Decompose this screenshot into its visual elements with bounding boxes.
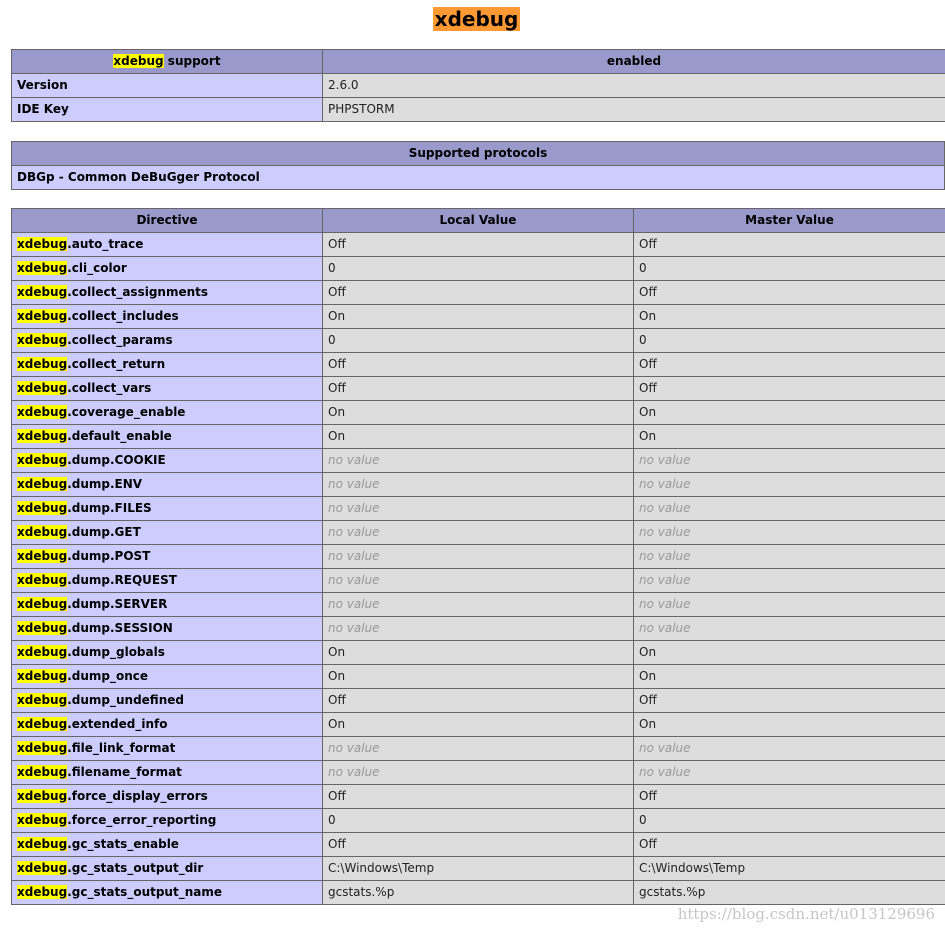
no-value-text: no value bbox=[639, 621, 691, 635]
directive-prefix: xdebug bbox=[17, 429, 68, 443]
local-value bbox=[323, 545, 634, 569]
master-value: On bbox=[634, 425, 945, 449]
local-value bbox=[323, 593, 634, 617]
directive-name bbox=[12, 713, 323, 737]
support-row-ide-key bbox=[12, 98, 945, 122]
directive-suffix: .dump.GET bbox=[67, 525, 141, 539]
directive-name bbox=[12, 857, 323, 881]
local-value: 0 bbox=[323, 329, 634, 353]
local-value: On bbox=[323, 305, 634, 329]
table-row bbox=[12, 521, 945, 545]
directive-name bbox=[12, 809, 323, 833]
master-value: Off bbox=[634, 689, 945, 713]
table-row bbox=[12, 641, 945, 665]
directive-prefix: xdebug bbox=[17, 453, 68, 467]
directive-suffix: .gc_stats_enable bbox=[67, 837, 179, 851]
master-value bbox=[634, 521, 945, 545]
directive-suffix: .file_link_format bbox=[67, 741, 176, 755]
directive-column-header: Directive bbox=[12, 209, 323, 233]
directive-suffix: .collect_vars bbox=[67, 381, 152, 395]
master-value: Off bbox=[634, 833, 945, 857]
master-value bbox=[634, 737, 945, 761]
local-value: 0 bbox=[323, 809, 634, 833]
directive-name bbox=[12, 737, 323, 761]
local-value: Off bbox=[323, 353, 634, 377]
local-value bbox=[323, 737, 634, 761]
local-value: On bbox=[323, 641, 634, 665]
directive-suffix: .collect_assignments bbox=[67, 285, 209, 299]
version-value: 2.6.0 bbox=[323, 74, 945, 98]
local-value bbox=[323, 761, 634, 785]
support-header-row bbox=[12, 50, 945, 74]
master-value bbox=[634, 593, 945, 617]
directive-prefix: xdebug bbox=[17, 501, 68, 515]
master-value bbox=[634, 761, 945, 785]
page-title-text: xdebug bbox=[434, 7, 519, 31]
support-header-prefix: xdebug bbox=[113, 54, 164, 68]
directive-name bbox=[12, 281, 323, 305]
directive-name bbox=[12, 257, 323, 281]
no-value-text: no value bbox=[639, 741, 691, 755]
directive-prefix: xdebug bbox=[17, 405, 68, 419]
directive-name bbox=[12, 233, 323, 257]
directive-prefix: xdebug bbox=[17, 261, 68, 275]
directive-prefix: xdebug bbox=[17, 597, 68, 611]
table-row bbox=[12, 593, 945, 617]
directive-name bbox=[12, 881, 323, 905]
directive-suffix: .collect_includes bbox=[67, 309, 179, 323]
directive-suffix: .auto_trace bbox=[67, 237, 144, 251]
page-title bbox=[0, 5, 945, 33]
local-value: On bbox=[323, 425, 634, 449]
directive-name bbox=[12, 305, 323, 329]
local-value: Off bbox=[323, 377, 634, 401]
master-value bbox=[634, 449, 945, 473]
local-value bbox=[323, 473, 634, 497]
no-value-text: no value bbox=[328, 549, 380, 563]
directive-name bbox=[12, 497, 323, 521]
directive-prefix: xdebug bbox=[17, 357, 68, 371]
local-value: gcstats.%p bbox=[323, 881, 634, 905]
local-value: On bbox=[323, 665, 634, 689]
no-value-text: no value bbox=[328, 525, 380, 539]
directive-name bbox=[12, 377, 323, 401]
directive-suffix: .coverage_enable bbox=[67, 405, 186, 419]
table-row bbox=[12, 665, 945, 689]
no-value-text: no value bbox=[639, 477, 691, 491]
table-row bbox=[12, 497, 945, 521]
local-value: 0 bbox=[323, 257, 634, 281]
directive-prefix: xdebug bbox=[17, 525, 68, 539]
table-row bbox=[12, 689, 945, 713]
watermark: https://blog.csdn.net/u013129696 bbox=[677, 905, 935, 923]
master-value bbox=[634, 617, 945, 641]
directive-prefix: xdebug bbox=[17, 573, 68, 587]
directive-name bbox=[12, 785, 323, 809]
table-row bbox=[12, 881, 945, 905]
master-value bbox=[634, 473, 945, 497]
directive-prefix: xdebug bbox=[17, 885, 68, 899]
directive-suffix: .default_enable bbox=[67, 429, 172, 443]
directive-prefix: xdebug bbox=[17, 381, 68, 395]
master-value bbox=[634, 497, 945, 521]
support-header-suffix: support bbox=[163, 54, 221, 68]
master-value: 0 bbox=[634, 257, 945, 281]
ide-key-value: PHPSTORM bbox=[323, 98, 945, 122]
master-value: Off bbox=[634, 281, 945, 305]
protocols-header: Supported protocols bbox=[12, 142, 945, 166]
directive-suffix: .filename_format bbox=[67, 765, 182, 779]
master-value: Off bbox=[634, 353, 945, 377]
protocols-row bbox=[12, 166, 945, 190]
local-value bbox=[323, 617, 634, 641]
no-value-text: no value bbox=[328, 573, 380, 587]
directive-name bbox=[12, 473, 323, 497]
directive-name bbox=[12, 329, 323, 353]
directive-name bbox=[12, 689, 323, 713]
no-value-text: no value bbox=[639, 501, 691, 515]
directive-prefix: xdebug bbox=[17, 765, 68, 779]
master-value: On bbox=[634, 665, 945, 689]
no-value-text: no value bbox=[639, 765, 691, 779]
directive-prefix: xdebug bbox=[17, 789, 68, 803]
table-row bbox=[12, 545, 945, 569]
master-value bbox=[634, 569, 945, 593]
no-value-text: no value bbox=[639, 453, 691, 467]
directive-name bbox=[12, 569, 323, 593]
directive-prefix: xdebug bbox=[17, 741, 68, 755]
master-value bbox=[634, 545, 945, 569]
directive-suffix: .dump.COOKIE bbox=[67, 453, 166, 467]
no-value-text: no value bbox=[328, 453, 380, 467]
table-row bbox=[12, 353, 945, 377]
master-value: Off bbox=[634, 377, 945, 401]
directive-prefix: xdebug bbox=[17, 333, 68, 347]
support-header-label bbox=[12, 50, 323, 74]
protocols-table bbox=[11, 141, 945, 190]
directive-suffix: .dump.ENV bbox=[67, 477, 143, 491]
directive-name bbox=[12, 665, 323, 689]
table-row bbox=[12, 473, 945, 497]
master-value: On bbox=[634, 713, 945, 737]
master-value: gcstats.%p bbox=[634, 881, 945, 905]
directive-name bbox=[12, 425, 323, 449]
table-row bbox=[12, 569, 945, 593]
directive-name bbox=[12, 449, 323, 473]
no-value-text: no value bbox=[639, 573, 691, 587]
local-value: Off bbox=[323, 281, 634, 305]
local-value: Off bbox=[323, 785, 634, 809]
table-row bbox=[12, 809, 945, 833]
protocol-label: DBGp - Common DeBuGger Protocol bbox=[12, 166, 945, 190]
directive-name bbox=[12, 761, 323, 785]
directive-prefix: xdebug bbox=[17, 693, 68, 707]
directive-suffix: .gc_stats_output_dir bbox=[67, 861, 204, 875]
table-row bbox=[12, 329, 945, 353]
directive-prefix: xdebug bbox=[17, 669, 68, 683]
local-value: C:\Windows\Temp bbox=[323, 857, 634, 881]
local-value bbox=[323, 497, 634, 521]
no-value-text: no value bbox=[639, 525, 691, 539]
directive-suffix: .dump_undefined bbox=[67, 693, 184, 707]
directive-suffix: .dump_once bbox=[67, 669, 149, 683]
no-value-text: no value bbox=[328, 477, 380, 491]
directive-suffix: .dump.SERVER bbox=[67, 597, 168, 611]
master-value: On bbox=[634, 401, 945, 425]
table-row bbox=[12, 233, 945, 257]
directive-prefix: xdebug bbox=[17, 285, 68, 299]
table-row bbox=[12, 833, 945, 857]
directive-name bbox=[12, 353, 323, 377]
master-value: 0 bbox=[634, 329, 945, 353]
no-value-text: no value bbox=[328, 501, 380, 515]
support-table bbox=[11, 49, 945, 122]
master-value: On bbox=[634, 641, 945, 665]
no-value-text: no value bbox=[328, 597, 380, 611]
table-row bbox=[12, 713, 945, 737]
directive-prefix: xdebug bbox=[17, 645, 68, 659]
directive-name bbox=[12, 401, 323, 425]
local-value: On bbox=[323, 401, 634, 425]
table-row bbox=[12, 449, 945, 473]
directive-suffix: .gc_stats_output_name bbox=[67, 885, 222, 899]
no-value-text: no value bbox=[328, 765, 380, 779]
table-row bbox=[12, 257, 945, 281]
table-row bbox=[12, 761, 945, 785]
master-value: On bbox=[634, 305, 945, 329]
directive-suffix: .cli_color bbox=[67, 261, 127, 275]
no-value-text: no value bbox=[328, 741, 380, 755]
directives-table bbox=[11, 208, 945, 905]
directive-suffix: .force_display_errors bbox=[67, 789, 208, 803]
table-row bbox=[12, 425, 945, 449]
version-label: Version bbox=[12, 74, 323, 98]
table-row bbox=[12, 857, 945, 881]
directive-rows bbox=[12, 233, 945, 905]
directive-prefix: xdebug bbox=[17, 861, 68, 875]
directive-suffix: .dump.POST bbox=[67, 549, 151, 563]
support-header-value: enabled bbox=[323, 50, 945, 74]
directive-suffix: .collect_return bbox=[67, 357, 166, 371]
directive-prefix: xdebug bbox=[17, 837, 68, 851]
protocols-header-row bbox=[12, 142, 945, 166]
table-row bbox=[12, 305, 945, 329]
directive-prefix: xdebug bbox=[17, 621, 68, 635]
directive-suffix: .collect_params bbox=[67, 333, 173, 347]
no-value-text: no value bbox=[328, 621, 380, 635]
directive-prefix: xdebug bbox=[17, 717, 68, 731]
directive-name bbox=[12, 545, 323, 569]
directive-suffix: .force_error_reporting bbox=[67, 813, 217, 827]
local-value: Off bbox=[323, 689, 634, 713]
directive-suffix: .dump.REQUEST bbox=[67, 573, 177, 587]
directive-prefix: xdebug bbox=[17, 309, 68, 323]
directive-name bbox=[12, 617, 323, 641]
local-value: Off bbox=[323, 833, 634, 857]
local-value: On bbox=[323, 713, 634, 737]
no-value-text: no value bbox=[639, 597, 691, 611]
directive-name bbox=[12, 593, 323, 617]
local-value: Off bbox=[323, 233, 634, 257]
directive-prefix: xdebug bbox=[17, 549, 68, 563]
directive-prefix: xdebug bbox=[17, 237, 68, 251]
local-value bbox=[323, 449, 634, 473]
directive-suffix: .dump.SESSION bbox=[67, 621, 173, 635]
directive-name bbox=[12, 521, 323, 545]
master-value: Off bbox=[634, 233, 945, 257]
table-row bbox=[12, 617, 945, 641]
table-row bbox=[12, 401, 945, 425]
table-row bbox=[12, 737, 945, 761]
directive-suffix: .dump.FILES bbox=[67, 501, 152, 515]
ide-key-label: IDE Key bbox=[12, 98, 323, 122]
directive-prefix: xdebug bbox=[17, 477, 68, 491]
support-row-version bbox=[12, 74, 945, 98]
local-value bbox=[323, 521, 634, 545]
local-value bbox=[323, 569, 634, 593]
table-row bbox=[12, 377, 945, 401]
no-value-text: no value bbox=[639, 549, 691, 563]
directive-suffix: .dump_globals bbox=[67, 645, 165, 659]
directive-prefix: xdebug bbox=[17, 813, 68, 827]
table-row bbox=[12, 785, 945, 809]
directive-name bbox=[12, 641, 323, 665]
directives-header-row bbox=[12, 209, 945, 233]
local-value-column-header: Local Value bbox=[323, 209, 634, 233]
master-value: 0 bbox=[634, 809, 945, 833]
master-value-column-header: Master Value bbox=[634, 209, 945, 233]
directive-suffix: .extended_info bbox=[67, 717, 168, 731]
directive-name bbox=[12, 833, 323, 857]
master-value: C:\Windows\Temp bbox=[634, 857, 945, 881]
table-row bbox=[12, 281, 945, 305]
master-value: Off bbox=[634, 785, 945, 809]
